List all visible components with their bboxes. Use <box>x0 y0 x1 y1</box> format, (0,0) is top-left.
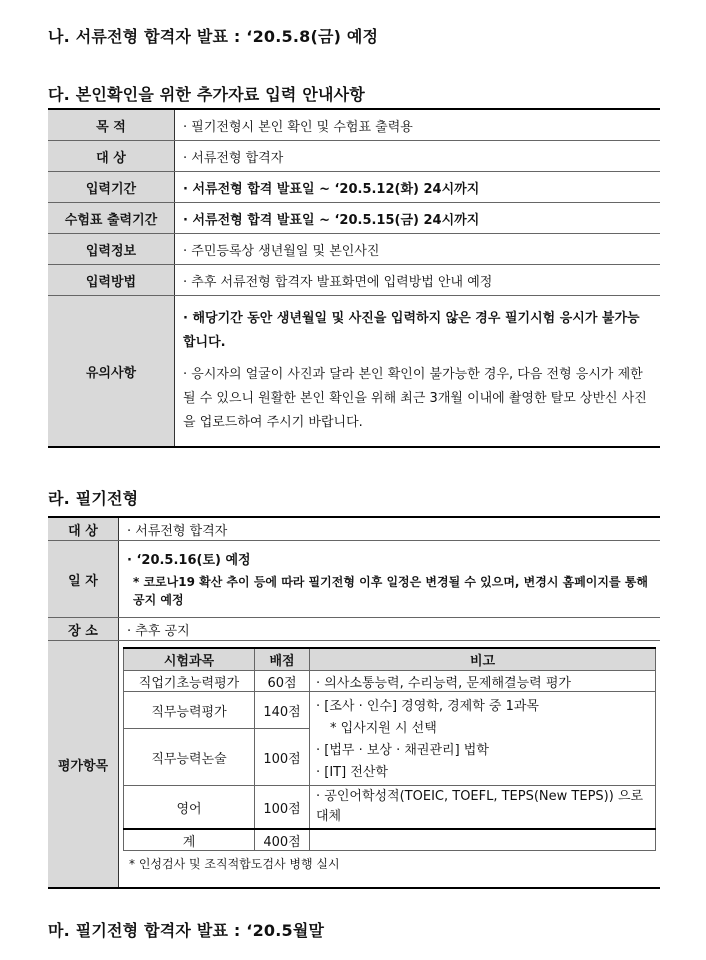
row-value: · 추후 서류전형 합격자 발표화면에 입력방법 안내 예정 <box>175 265 661 296</box>
date-cell <box>119 541 661 618</box>
row-label: 입력방법 <box>48 265 175 296</box>
row-label: 입력정보 <box>48 234 175 265</box>
target-label: 대 상 <box>48 517 119 541</box>
subject: 직업기초능력평가 <box>124 671 255 692</box>
date-note: * 코로나19 확산 추이 등에 따라 필기전형 이후 일정은 변경될 수 있으며, 변경시 홈페이지를 통해 공지 예정 <box>133 575 648 607</box>
eval-cell <box>119 641 661 889</box>
written-exam-table <box>48 516 660 889</box>
date-label: 일 자 <box>48 541 119 618</box>
row-label: 수험표 출력기간 <box>48 203 175 234</box>
notes-label: 유의사항 <box>48 296 175 448</box>
subject: 직무능력논술 <box>124 729 255 786</box>
heading-ra: 라. 필기전형 <box>48 489 139 508</box>
row-label: 대 상 <box>48 141 175 172</box>
total-label: 계 <box>124 829 255 851</box>
row-value: · 주민등록상 생년월일 및 본인사진 <box>175 234 661 265</box>
note: · 공인어학성적(TOEIC, TOEFL, TEPS(New TEPS)) 으로 대체 <box>310 786 656 830</box>
note-1: · 해당기간 동안 생년월일 및 사진을 입력하지 않은 경우 필기시험 응시가 불가능합니다. <box>183 311 640 350</box>
score: 100점 <box>255 786 310 830</box>
subjects-table <box>123 647 656 851</box>
merged-note-3: · [법무 · 보상 · 채권관리] 법학 <box>316 743 489 758</box>
target-value: · 서류전형 합격자 <box>119 517 661 541</box>
heading-na: 나. 서류전형 합격자 발표 : ‘20.5.8(금) 예정 <box>48 27 379 46</box>
total-score: 400점 <box>255 829 310 851</box>
notes-cell <box>175 296 661 448</box>
place-value: · 추후 공지 <box>119 618 661 641</box>
header-score: 배점 <box>255 648 310 671</box>
row-value: · 서류전형 합격 발표일 ~ ‘20.5.12(화) 24시까지 <box>175 172 661 203</box>
header-note: 비고 <box>310 648 656 671</box>
row-value: · 서류전형 합격자 <box>175 141 661 172</box>
heading-da: 다. 본인확인을 위한 추가자료 입력 안내사항 <box>48 85 365 104</box>
note: · 의사소통능력, 수리능력, 문제해결능력 평가 <box>310 671 656 692</box>
date-value: · ‘20.5.16(토) 예정 <box>127 553 251 568</box>
merged-note-2: * 입사지원 시 선택 <box>330 721 437 736</box>
eval-label: 평가항목 <box>48 641 119 889</box>
footnote: * 인성검사 및 조직적합도검사 병행 실시 <box>129 857 340 871</box>
merged-note <box>310 692 656 786</box>
merged-note-1: · [조사 · 인수] 경영학, 경제학 중 1과목 <box>316 699 539 714</box>
score: 60점 <box>255 671 310 692</box>
row-label: 입력기간 <box>48 172 175 203</box>
merged-note-4: · [IT] 전산학 <box>316 765 388 780</box>
score: 100점 <box>255 729 310 786</box>
header-subject: 시험과목 <box>124 648 255 671</box>
verification-table <box>48 108 660 448</box>
row-label: 목 적 <box>48 109 175 141</box>
row-value: · 서류전형 합격 발표일 ~ ‘20.5.15(금) 24시까지 <box>175 203 661 234</box>
score: 140점 <box>255 692 310 729</box>
heading-ma: 마. 필기전형 합격자 발표 : ‘20.5월말 <box>48 921 325 940</box>
note-2: · 응시자의 얼굴이 사진과 달라 본인 확인이 불가능한 경우, 다음 전형 응시가 제한될 수 있으니 원활한 본인 확인을 위해 최근 3개월 이내에 촬영한 탈모 상반신 사진을 업로드하여 주시기 바랍니다. <box>183 367 647 430</box>
total-note <box>310 829 656 851</box>
subject: 직무능력평가 <box>124 692 255 729</box>
place-label: 장 소 <box>48 618 119 641</box>
subject: 영어 <box>124 786 255 830</box>
row-value: · 필기전형시 본인 확인 및 수험표 출력용 <box>175 109 661 141</box>
